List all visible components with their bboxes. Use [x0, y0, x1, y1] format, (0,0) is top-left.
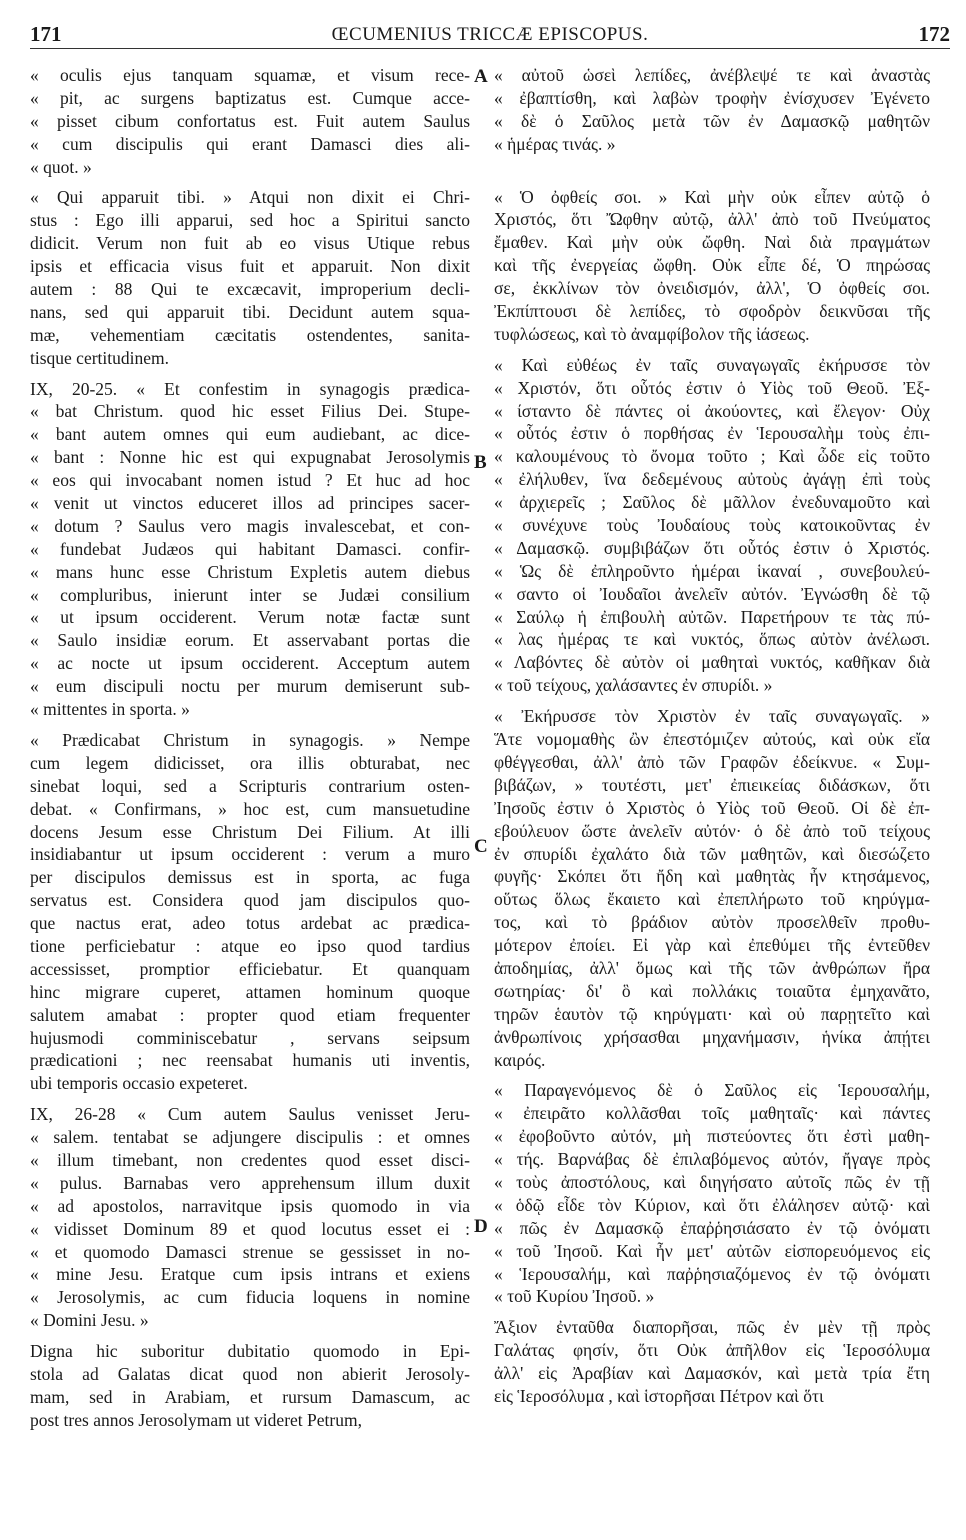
latin-text-line: autem : 88 Qui te excæcavit, improperium decli- — [30, 279, 470, 300]
latin-text-line: « cum discipulis qui erant Damasci dies ali- — [30, 133, 470, 154]
latin-text-line: docens Jesum esse Christum Dei Filium. At illi — [30, 821, 470, 842]
latin-text-line: Digna hic suboritur dubitatio quomodo in Epi- — [30, 1341, 470, 1362]
greek-text-line: Ἄξιον ἐνταῦθα διαπορῆσαι, πῶς ἐν μὲν τῇ πρὸς — [494, 1317, 930, 1338]
latin-text-line: didicit. Verum non fuit ab eo visus Utique rebus — [30, 233, 470, 254]
greek-text-line: « Ὡς δὲ ἐπληροῦντο ἡμέραι ἱκαναί , συνεβουλεύ- — [494, 560, 930, 581]
greek-text-line: « λας ἡμέρας τε καὶ νυκτός, ὅπως αὐτὸν ἀνέλωσι. — [494, 629, 930, 650]
latin-text-line: « pisset cibum confortatus est. Fuit autem Saulus — [30, 110, 470, 131]
greek-text-line: « Λαβόντες δὲ αὐτὸν οἱ μαθηταὶ νυκτός, καθῆκαν διὰ — [494, 652, 930, 673]
greek-text-line: βιβάζων, » τουτέστι, μετ' ἐπιεικείας διδάσκων, ὅτι — [494, 774, 930, 795]
paragraph-gap — [30, 370, 470, 378]
margin-marker-b: B — [474, 452, 487, 473]
latin-paragraph — [30, 186, 470, 369]
greek-text-line: « ἡμέρας τινάς. » — [494, 133, 616, 154]
greek-text-line: ἐν σπυρίδι ἐχαλάτο διὰ τῶν μαθητῶν, καὶ διεσώζετο — [494, 843, 930, 864]
greek-text-line: « Ὁ ὀφθείς σοι. » Καὶ μὴν οὐκ εἶπεν αὐτῷ ὁ — [494, 186, 930, 207]
greek-text-line: Ἅτε νομομαθὴς ὢν ἐπεστόμιζεν αὐτούς, καὶ οὐκ εἴα — [494, 729, 930, 750]
latin-text-line: « oculis ejus tanquam squamæ, et visum rece- — [30, 65, 470, 85]
greek-text-line: τηρῶν ἑαυτὸν τῷ κηρύγματι· καὶ οὐ παρῃτεῖτο καὶ — [494, 1003, 930, 1024]
greek-text-line: Ἰησοῦς ἐστιν ὁ Χριστὸς ὁ Υἱὸς τοῦ Θεοῦ. Οἱ δὲ ἐπ- — [494, 797, 930, 818]
greek-text-line: « ἐβαπτίσθη, καὶ λαβὼν τροφὴν ἐνίσχυσεν Ἐγένετο — [494, 87, 930, 108]
latin-text-line: « pit, ac surgens baptizatus est. Cumque acce- — [30, 87, 470, 108]
latin-paragraph — [30, 378, 470, 721]
latin-text-line: salutem amabat : propter quod etiam frequenter — [30, 1004, 470, 1025]
latin-text-line: « Domini Jesu. » — [30, 1310, 149, 1331]
latin-text-line: « dotum ? Saulus vero magis invalescebat, et con- — [30, 515, 470, 536]
greek-text-line: μότερον ἐποίει. Εἰ γὰρ καὶ ἐπεθύμει τῆς ἐντεῦθεν — [494, 935, 930, 956]
greek-text-line: « ἐλήλυθεν, ἵνα δεδεμένους αὐτοὺς ἀγάγῃ ἐπὶ τοὺς — [494, 469, 930, 490]
greek-text-line: « ἐφοβοῦντο αὐτόν, μὴ πιστεύοντες ὅτι ἐστὶ μαθη- — [494, 1126, 930, 1147]
latin-text-line: hujusmodi comminiscebatur , servans seipsum — [30, 1027, 470, 1048]
latin-text-line: tione perficiebatur : atque eo ipso quod tardius — [30, 935, 470, 956]
greek-text-line: ἔμαθεν. Καὶ μὴν οὐκ ὤφθη. Ναὶ διὰ πραγμάτων — [494, 232, 930, 253]
greek-text-line: « Ἐκήρυσσε τὸν Χριστὸν ἐν ταῖς συναγωγαῖς. » — [494, 706, 930, 727]
latin-text-line: « compluribus, inierunt inter se Judæi consilium — [30, 584, 470, 605]
greek-text-line: εβούλευον ὥστε ἀνελεῖν αὐτόν· ὁ δὲ ἀπὸ τοῦ τείχους — [494, 820, 930, 841]
latin-text-line: « mans hunc esse Christum Expletis autem diebus — [30, 561, 470, 582]
greek-paragraph — [494, 64, 930, 156]
latin-text-line: « venit ut vinctos educeret illos ad principes sacer- — [30, 493, 470, 514]
latin-text-line: « eos qui invocabant nomen istud ? Et huc ad hoc — [30, 470, 470, 491]
greek-text-line: « καλουμένους τὸ ὄνομα τοῦτο ; Καὶ ὧδε εἰς τοῦτο — [494, 446, 930, 467]
latin-text-line: « bat Christum. quod hic esset Filius Dei. Stupe- — [30, 401, 470, 422]
latin-text-line: « Saulo insidiæ eorum. Et asservabant portas die — [30, 630, 470, 651]
latin-text-line: « fundebat Judæos qui habitant Damasci. confir- — [30, 538, 470, 559]
latin-text-line: « et quomodo Damasci strenue se gessisset in no- — [30, 1241, 470, 1262]
greek-text-line: « τοῦ Ἰησοῦ. Καὶ ἦν μετ' αὐτῶν εἰσπορευόμενος εἰς — [494, 1240, 930, 1261]
latin-text-line: « salem. tentabat se adjungere discipulis : et omnes — [30, 1127, 470, 1148]
greek-paragraph — [494, 354, 930, 697]
latin-paragraph — [30, 1103, 470, 1332]
latin-text-line: « ac nocte ut ipsum occiderent. Acceptum autem — [30, 653, 470, 674]
greek-text-line: « Χριστόν, ὅτι οὗτός ἐστιν ὁ Υἱὸς τοῦ Θεοῦ. Ἐξ- — [494, 377, 930, 398]
greek-text-line: « ὁδῷ εἶδε τὸν Κύριον, καὶ ὅτι ἐλάλησεν αὐτῷ· καὶ — [494, 1194, 930, 1215]
greek-text-line: ἀλλ' εἰς Ἀραβίαν καὶ Δαμασκόν, καὶ μετὰ τρία ἔτη — [494, 1363, 930, 1384]
greek-text-line: « Καὶ εὐθέως ἐν ταῖς συναγωγαῖς ἐκήρυσσε τὸν — [494, 354, 930, 375]
greek-text-line: σωτηρίας· δι' ὃ καὶ πολλάκις τοιαῦτα ἐμηχανᾶτο, — [494, 980, 930, 1001]
greek-text-line: « τοῦ Κυρίου Ἰησοῦ. » — [494, 1286, 655, 1307]
latin-paragraph — [30, 1340, 470, 1432]
latin-text-line: tisque certitudinem. — [30, 347, 169, 368]
latin-text-line: « bant : Nonne hic est qui expugnabat Jerosolymis — [30, 447, 470, 468]
latin-text-line: « bant autem omnes qui eum audiebant, ac dice- — [30, 424, 470, 445]
greek-text-line: καιρός. — [494, 1049, 546, 1070]
latin-text-line: « mine Jesu. Eratque cum ipsis intrans et exiens — [30, 1264, 470, 1285]
greek-paragraph — [494, 705, 930, 1071]
greek-text-line: Ἐκπίπτουσι δὲ λεπίδες, τὸ σφοδρὸν δεικνῦσαι τῆς — [494, 301, 930, 322]
latin-text-line: IX, 26-28 « Cum autem Saulus venisset Jeru- — [30, 1104, 470, 1125]
latin-text-line: « illum timebant, non credentes quod esset disci- — [30, 1149, 470, 1170]
margin-marker-d: D — [474, 1216, 488, 1237]
latin-text-line: per discipulos demissus est in sporta, ac fuga — [30, 867, 470, 888]
latin-text-line: ubi temporis occasio expeteret. — [30, 1073, 248, 1094]
paragraph-gap — [494, 1071, 930, 1079]
greek-text-line: « τής. Βαρνάβας δὲ ἐπιλαβόμενος αὐτόν, ἤγαγε πρὸς — [494, 1149, 930, 1170]
latin-text-line: cum legem didicisset, ora illis obturabat, nec — [30, 752, 470, 773]
greek-text-line: « πῶς ἐν Δαμασκῷ ἐπαῤῥησιάσατο ἐν τῷ ὀνόματι — [494, 1217, 930, 1238]
latin-text-line: « vidisset Dominum 89 et quod locutus esset ei : — [30, 1218, 470, 1239]
margin-marker-a: A — [474, 66, 488, 87]
latin-text-line: « mittentes in sporta. » — [30, 699, 190, 720]
latin-text-line: insidiabantur ut ipsum occiderent : verum a muro — [30, 844, 470, 865]
latin-text-line: ipsis et efficacia visus fuit et apparuit. Non dixit — [30, 256, 470, 277]
margin-marker-c: C — [474, 836, 488, 857]
greek-text-line: « αὐτοῦ ὡσεὶ λεπίδες, ἀνέβλεψέ τε καὶ ἀναστὰς — [494, 65, 930, 85]
paragraph-gap — [30, 1332, 470, 1340]
latin-paragraph — [30, 729, 470, 1095]
latin-text-line: post tres annos Jerosolymam ut videret Petrum, — [30, 1409, 362, 1430]
page-number-left: 171 — [30, 22, 62, 46]
greek-text-line: φθέγγεσθαι, ἀλλ' ἀπὸ τῶν Γραφῶν ἐδείκνυε. « Συμ- — [494, 751, 930, 772]
greek-text-line: « συνέχυνε τοὺς Ἰουδαίους τοὺς κατοικοῦντας ἐν — [494, 515, 930, 536]
greek-text-line: « τοῦ τείχους, χαλάσαντες ἐν σπυρίδι. » — [494, 675, 773, 696]
latin-text-line: nans, sed qui apparuit tibi. Decidunt autem squa- — [30, 301, 470, 322]
greek-text-line: « ἀρχιερεῖς ; Σαῦλος δὲ μᾶλλον ἐνεδυναμοῦτο καὶ — [494, 492, 930, 513]
greek-paragraph — [494, 186, 930, 346]
paragraph-gap — [494, 1308, 930, 1316]
paragraph-gap — [494, 156, 930, 186]
greek-text-line: Γαλάτας φησίν, ὅτι Οὐκ ἀπῆλθον εἰς Ἱεροσόλυμα — [494, 1340, 930, 1361]
paragraph-gap — [30, 178, 470, 186]
paragraph-gap — [494, 346, 930, 354]
greek-text-line: « δὲ ὁ Σαῦλος μετὰ τῶν ἐν Δαμασκῷ μαθητῶν — [494, 110, 930, 131]
greek-text-line: « Ἱερουσαλήμ, καὶ παῤῥησιαζόμενος ἐν τῷ ὀνόματι — [494, 1263, 930, 1284]
latin-text-line: « Qui apparuit tibi. » Atqui non dixit ei Chri- — [30, 187, 470, 208]
latin-text-line: accessisset, promptior efficiebatur. Et quanquam — [30, 958, 470, 979]
latin-text-line: « Jerosolymis, ac cum fiducia loquens in nomine — [30, 1287, 470, 1308]
latin-text-line: stus : Ego illi apparui, sed hoc a Spiritui sancto — [30, 210, 470, 231]
greek-text-line: σε, ἐκκλίνων τὸν ὀνειδισμόν, ἀλλ', Ὁ ὀφθείς σοι. — [494, 278, 930, 299]
latin-text-line: stola ad Galatas dicat quod non abierit Jerosoly- — [30, 1363, 470, 1384]
running-header — [30, 18, 950, 49]
greek-text-line: « τοὺς ἀποστόλους, καὶ διηγήσατο αὐτοῖς πῶς ἐν τῇ — [494, 1171, 930, 1192]
running-title: ŒCUMENIUS TRICCÆ EPISCOPUS. — [331, 24, 649, 45]
greek-column — [494, 64, 930, 1408]
latin-text-line: mæ, vehementiam cæcitatis ostendentes, sanita- — [30, 324, 470, 345]
greek-text-line: φυγῆς· Σκόπει ὅτι ἤδη καὶ μαθητὰς ἦν κτησάμενος, — [494, 866, 930, 887]
greek-text-line: τος, καὶ τὸ βράδιον αὐτὸν προσελθεῖν προθυ- — [494, 912, 930, 933]
latin-text-line: « Prædicabat Christum in synagogis. » Nempe — [30, 729, 470, 750]
paragraph-gap — [30, 721, 470, 729]
greek-text-line: « σαντο οἱ Ἰουδαῖοι ἀνελεῖν αὐτόν. Ἐγνώσθη δὲ τῷ — [494, 583, 930, 604]
latin-text-line: « ad apostolos, narravitque ipsis quomodo in via — [30, 1195, 470, 1216]
greek-text-line: ἀνθρωπίνοις χρήσασθαι μηχανήμασιν, ἡνίκα ἀπῄτει — [494, 1026, 930, 1047]
latin-text-line: « quot. » — [30, 156, 92, 177]
paragraph-gap — [494, 697, 930, 705]
latin-text-line: debat. « Confirmans, » hoc est, cum mansuetudine — [30, 798, 470, 819]
greek-text-line: εἰς Ἱεροσόλυμα , καὶ ἱστορῆσαι Πέτρον καὶ ὅτι — [494, 1385, 824, 1406]
greek-text-line: τυφλώσεως, καὶ τὸ ἀναμφίβολον τῆς ἰάσεως. — [494, 323, 810, 344]
greek-text-line: « Δαμασκῷ. συμβιβάζων ὅτι οὗτός ἐστιν ὁ Χριστός. — [494, 537, 930, 558]
greek-text-line: ἀποδημίας, ἀλλ' ὅμως καὶ τῆς τῶν ἀνθρώπων ἤρα — [494, 957, 930, 978]
latin-text-line: prædicationi ; nec reensabat humanis uti inventis, — [30, 1050, 470, 1071]
page-number-right: 172 — [918, 22, 950, 46]
latin-text-line: IX, 20-25. « Et confestim in synagogis prædica- — [30, 378, 470, 399]
paragraph-gap — [30, 1095, 470, 1103]
greek-text-line: « Παραγενόμενος δὲ ὁ Σαῦλος εἰς Ἱερουσαλήμ, — [494, 1080, 930, 1101]
latin-column — [30, 64, 470, 1432]
greek-text-line: καὶ τῆς ἐνεργείας ὤφθη. Οὐκ εἶπε δέ, Ὁ πηρώσας — [494, 255, 930, 276]
greek-text-line: Χριστός, ὅτι Ὤφθην αὐτῷ, ἀλλ' ἀπὸ τοῦ Πνεύματος — [494, 209, 930, 230]
latin-text-line: sinebat loqui, sed a Scripturis contrarium osten- — [30, 775, 470, 796]
greek-text-line: οὕτως ὅλως ἔκαιετο καὶ ἐπεπλήρωτο τοῦ κηρύγμα- — [494, 889, 930, 910]
greek-paragraph — [494, 1079, 930, 1308]
latin-text-line: mam, sed in Arabiam, et rursum Damascum, ac — [30, 1386, 470, 1407]
greek-text-line: « ἐπειρᾶτο κολλᾶσθαι τοῖς μαθηταῖς· καὶ πάντες — [494, 1103, 930, 1124]
greek-text-line: « Σαύλῳ ἡ ἐπιβουλὴ αὐτῶν. Παρετήρουν τε τὰς πύ- — [494, 606, 930, 627]
latin-text-line: hinc migrare cuperet, attamen hominum quoque — [30, 981, 470, 1002]
greek-paragraph — [494, 1316, 930, 1408]
greek-text-line: « οὗτός ἐστιν ὁ πορθήσας ἐν Ἱερουσαλὴμ τοὺς ἐπι- — [494, 423, 930, 444]
latin-text-line: « pulus. Barnabas vero apprehensum illum duxit — [30, 1172, 470, 1193]
greek-text-line: « ίσταντο δὲ πάντες οἱ ἀκούοντες, καὶ ἔλεγον· Οὐχ — [494, 400, 930, 421]
latin-text-line: « eum discipuli noctu per murum demiserunt sub- — [30, 676, 470, 697]
latin-text-line: servatus est. Considera quod jam discipulos quo- — [30, 890, 470, 911]
latin-text-line: « ut ipsum occiderent. Verum notæ factæ sunt — [30, 607, 470, 628]
latin-text-line: que nactus erat, adeo totus ardebat ac prædica- — [30, 913, 470, 934]
latin-paragraph — [30, 64, 470, 178]
